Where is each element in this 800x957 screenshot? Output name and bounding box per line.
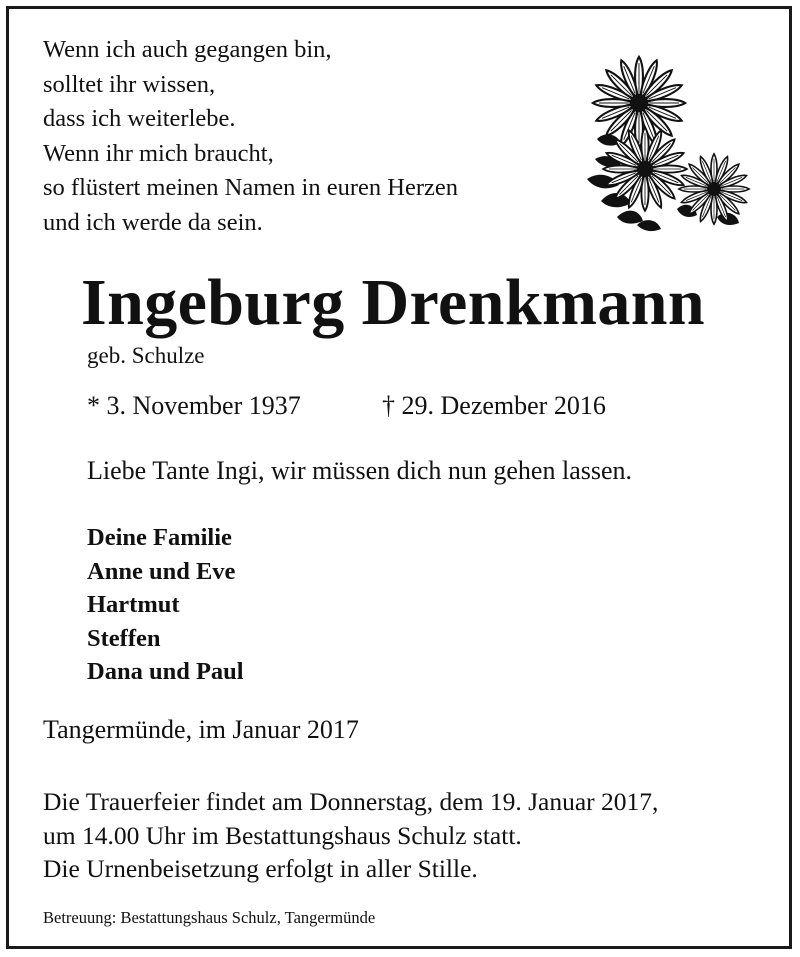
birth-date: * 3. November 1937 <box>87 391 301 420</box>
maiden-name: geb. Schulze <box>87 343 205 368</box>
service-line: um 14.00 Uhr im Bestattungshaus Schulz statt. <box>43 820 522 850</box>
mourner: Steffen <box>87 624 161 652</box>
obituary-notice <box>6 6 792 949</box>
death-date: † 29. Dezember 2016 <box>382 391 606 420</box>
farewell-message: Liebe Tante Ingi, wir müssen dich nun gehen lassen. <box>87 456 633 485</box>
mourner: Deine Familie <box>87 524 232 551</box>
mourner: Dana und Paul <box>87 658 244 685</box>
place-and-date: Tangermünde, im Januar 2017 <box>43 715 359 744</box>
poem-line: so flüstert meinen Namen in euren Herzen <box>43 174 458 202</box>
service-line: Die Urnenbeisetzung erfolgt in aller Stille. <box>43 854 478 883</box>
service-info <box>43 785 658 886</box>
deceased-name: Ingeburg Drenkmann <box>81 266 705 339</box>
mourners-list <box>87 521 244 689</box>
service-line: Die Trauerfeier findet am Donnerstag, dem 19. Januar 2017, <box>43 787 659 816</box>
poem-line: Wenn ihr mich braucht, <box>43 139 274 167</box>
poem-line: solltet ihr wissen, <box>43 70 216 98</box>
poem-line: Wenn ich auch gegangen bin, <box>43 36 332 63</box>
funeral-home-credit: Betreuung: Bestattungshaus Schulz, Tangermünde <box>43 908 376 927</box>
poem-line: und ich werde da sein. <box>43 208 263 236</box>
daisy-flowers-icon <box>577 39 767 234</box>
mourner: Hartmut <box>87 591 180 618</box>
mourner: Anne und Eve <box>87 557 236 585</box>
poem-line: dass ich weiterlebe. <box>43 105 236 133</box>
poem <box>43 33 458 241</box>
